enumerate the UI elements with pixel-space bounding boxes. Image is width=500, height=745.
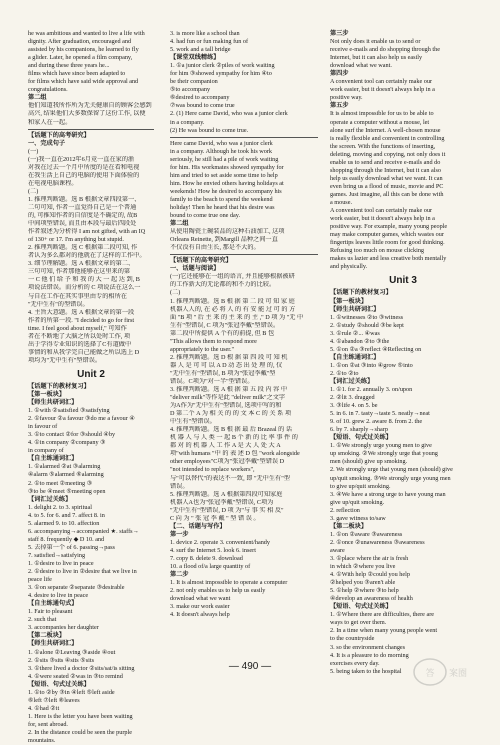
text-line: 与"可以替代"的表达不一致, 即 "无中生有"型 bbox=[170, 474, 290, 482]
text-line: 机 器 人 与 人 类 一 起 B 个 新 的 比 率 事 件 的 bbox=[170, 434, 298, 442]
text-line: may make computer games, which wastes our bbox=[330, 231, 444, 239]
text-line: 3. ①place where the air is fresh bbox=[330, 555, 409, 562]
text-line: "deliver milk"等作是此 "deliver milk"之文字 bbox=[170, 394, 286, 402]
text-line: 4. ①had ②it bbox=[28, 704, 60, 712]
text-line: 项说法错误。而分析的 C 项说法在这么一 bbox=[28, 284, 141, 292]
text-line: 器 人 是 可 可 以 A D 动 态 出 处 理 的, 仅 bbox=[170, 361, 283, 369]
text-line: 6. by 7. sharply→sharp bbox=[330, 426, 388, 434]
text-line: 5. work and a tall bridge bbox=[170, 46, 231, 54]
text-line: games. Just imagine, all this can be done with bbox=[330, 190, 444, 198]
text-line: 为A作为"无中生有"型错误, 选项中写的和 bbox=[170, 402, 282, 410]
text-line: dignity. After graduation, encouraged and bbox=[28, 38, 132, 46]
section-heading: 【第一板块】 bbox=[28, 391, 66, 399]
text-line: 2. ②lit 3. dragged bbox=[330, 394, 375, 402]
text-line: 的, 可推知作者的自信度是不确定的, 故B bbox=[28, 212, 138, 220]
text-line: 1. ①desire to live in peace bbox=[28, 560, 94, 567]
section-heading: 一、完成句子 bbox=[28, 139, 66, 147]
section-heading: 【师生共研词汇】 bbox=[28, 399, 78, 407]
text-line: 1. ①on ②at ③into ④grow ⑤into bbox=[330, 361, 413, 369]
text-line: he was ambitious and wanted to live a life with bbox=[28, 30, 145, 37]
text-line: weekends! How he desired to accompany his bbox=[170, 187, 282, 195]
text-line: 面 "B 项 " 后 主 来 的 主 来 的 主 ," D 项 为 "无 中 bbox=[170, 313, 304, 321]
text-line: "无中生有"型错误, D 项 为"与 事 实 相 反" bbox=[170, 506, 284, 514]
text-line: to the countryside bbox=[330, 635, 375, 643]
text-line: download what we want. bbox=[330, 62, 392, 70]
text-line: 一 C 他 们 给 予 和 我 的 大 一 起 达 到, B bbox=[28, 276, 140, 284]
text-line: and physically. bbox=[330, 263, 368, 271]
divider bbox=[170, 254, 318, 255]
text-line: 1. ①with ②satisfied ③satisfying bbox=[28, 407, 110, 415]
text-line: 作者的所第一段. "I decided to go for first bbox=[28, 316, 135, 324]
text-line: ④alarm ⑤alarmed ⑥alarming bbox=[28, 471, 104, 479]
text-line: and during these three years he... bbox=[28, 62, 110, 70]
text-line: Here came David, who was a junior clerk bbox=[170, 139, 273, 147]
section-heading: 【话题下的高考研究】 bbox=[28, 131, 90, 139]
section-heading: 【话题下的教材复习】 bbox=[28, 382, 90, 390]
text-line: seriously, he still had a pile of work waiting bbox=[170, 155, 279, 163]
section-heading: 第三步 bbox=[330, 30, 349, 37]
text-line: 4. surf the Internet 5. look 6. insert bbox=[170, 546, 256, 554]
text-line: 与自在工作在其实事里由专的相所在 bbox=[28, 292, 127, 300]
unit-heading: Unit 2 bbox=[77, 368, 105, 380]
text-line: C 向 为 " 张 冠 李 戴 " 型 错 误 。 bbox=[170, 514, 260, 522]
text-line: 4. ①With help ②could you help bbox=[330, 571, 410, 579]
text-line: the screen. With the functions of inserting, bbox=[330, 142, 436, 150]
text-line: fingertips leaves little room for good thinking. bbox=[330, 239, 445, 247]
text-line: It is almost impossible for us to be able to bbox=[330, 110, 434, 118]
text-line: help us easily download what we want. It can bbox=[330, 174, 443, 182]
text-line: "无中生有"型错误, B 项为"张冠李戴"型 bbox=[170, 369, 276, 377]
text-line: 3. ①to contact ②for ③should ④by bbox=[28, 431, 116, 439]
section-heading: 【第一板块】 bbox=[330, 297, 368, 305]
text-line: 4. ①in company ②company ③ bbox=[28, 439, 106, 447]
text-line: in a company. bbox=[170, 118, 205, 126]
text-line: 3. make our work easier bbox=[170, 603, 230, 611]
text-line: 4. ①were seated ②was in ③to remind bbox=[28, 672, 123, 680]
text-line: 不仅没有自由生长, 那是不大的。 bbox=[170, 244, 260, 252]
text-line: 二句可知, 作者一直觉得自己是一个普通 bbox=[28, 203, 137, 211]
text-line: 5. ①help ②where ③to help bbox=[330, 587, 399, 595]
text-line: 从使用陶瓷土碗装品的这种石油加工, 这项 bbox=[170, 228, 285, 236]
text-line: 3. gave witness to/saw bbox=[330, 514, 386, 522]
text-line: 2. reflection bbox=[330, 506, 360, 514]
text-line: positive way. bbox=[330, 94, 363, 102]
section-heading: 【二、话题与写作】 bbox=[170, 522, 226, 530]
text-line: 5. ①on ②a ③reflect ④Reflecting on bbox=[330, 345, 422, 353]
text-line: 对我在过去一个月中所度的是在看和电视 bbox=[28, 163, 140, 171]
text-line: 1. Here is the letter you have been waiting bbox=[28, 712, 133, 720]
text-line: for, sent abroad. bbox=[28, 720, 68, 728]
text-line: (二) bbox=[28, 187, 39, 195]
text-line: positive way. For example, many young people bbox=[330, 223, 448, 231]
unit-heading: Unit 3 bbox=[389, 275, 417, 287]
section-heading: 【课堂双线精练】 bbox=[170, 54, 220, 62]
section-heading: 【词汇过关练】 bbox=[28, 495, 72, 503]
text-line: 机器人人的, 在 必 将 人 的 有 安 能 过 可 的 方 bbox=[170, 305, 296, 313]
text-line: 3. accompanies her daughter bbox=[28, 624, 99, 632]
text-line: 1. device 2. operate 3. convenient/handy bbox=[170, 538, 270, 546]
text-line: "无中生有"的型错误。 bbox=[28, 300, 89, 308]
text-line: 1. Fair to pleasant bbox=[28, 608, 73, 616]
text-line: 5. 去掉第一个 of 6. passing→pass bbox=[28, 543, 115, 551]
section-heading: 【师生共研词汇】 bbox=[28, 640, 78, 648]
svg-text:答: 答 bbox=[425, 669, 435, 679]
text-line: 1. ①Where there are difficulties, there are bbox=[330, 611, 435, 619]
text-line: 1. ①to ②by ③in ④left ⑤left aside bbox=[28, 688, 115, 696]
text-line: 1. ①witnesses ②to ③witness bbox=[330, 313, 404, 321]
text-line: 7. copy 8. delete 9. download bbox=[170, 555, 243, 562]
section-heading: 第四步 bbox=[330, 70, 349, 78]
watermark-logo-icon bbox=[410, 656, 482, 688]
text-line: 10. a flood of/a large quantity of bbox=[170, 563, 251, 571]
text-line: 2. ①desire to live in ②desire that we live in bbox=[28, 568, 137, 576]
text-line: men (should) give up smoking. bbox=[330, 458, 408, 466]
text-line: 作者叙述为分析得 I am not gifted, with an IQ bbox=[28, 228, 146, 236]
text-line: 4. 推理判断题。选 B 根 据 最 后 Brazeal 的 话 bbox=[170, 426, 293, 434]
text-line: 事情的和从我学完自己能做之所以选上 D bbox=[28, 348, 140, 356]
text-line: A convenient tool can certainly make our bbox=[330, 207, 433, 215]
text-line: 三句可知, 作者那他能够在这里来的第 bbox=[28, 268, 131, 276]
text-line: 1. 推理判断题。选 B 根 据 第 二 段 可 知 家 庭 bbox=[170, 297, 295, 305]
section-heading: 第二组 bbox=[170, 220, 189, 228]
text-line: 9. of 10. grew 2. aware 8. from 2. the bbox=[330, 418, 423, 426]
text-line: 在我生活上自己的电脑的使用下面体验的 bbox=[28, 171, 140, 179]
text-line: family to the beach to spend the weekend bbox=[170, 195, 273, 203]
column-right bbox=[330, 30, 476, 676]
text-line: work easier, but it doesn't always help in a bbox=[330, 86, 435, 94]
text-line: 1. ①on ②aware ③awareness bbox=[330, 530, 403, 538]
text-line: 3. so the environment changes bbox=[330, 643, 406, 651]
text-line: 都 对 的 机 器 人 工 作 A 是 大 人 处 大 A bbox=[170, 442, 281, 450]
text-line: ⑥desired to accompany bbox=[170, 94, 230, 102]
text-line: 5. in 6. in 7. tasty→taste 5. neatly→neat bbox=[330, 410, 430, 418]
text-line: 5. alarmed 9. to 10. affection bbox=[28, 519, 100, 527]
text-line: 1. 推理判断题。选 B 根据文章四段第一、 bbox=[28, 195, 141, 203]
text-line: Internet, but it can also help us easily bbox=[330, 54, 423, 62]
text-line: 4. It is a pleasure to do morning bbox=[330, 651, 409, 659]
text-line: (一) bbox=[28, 147, 39, 155]
text-line: is really flexible and convenient in controlling bbox=[330, 134, 445, 142]
text-line: 1. ①We strongly urge young men to give bbox=[330, 442, 432, 450]
text-line: 2. not only enables us to help us easily bbox=[170, 587, 266, 595]
text-line: aware bbox=[330, 546, 345, 554]
section-heading: 【短语、句式过关练】 bbox=[330, 434, 392, 442]
section-heading: 一、话题与阅读】 bbox=[170, 265, 220, 273]
text-line: 1. ①alone ②Leaving ③aside ④out bbox=[28, 648, 116, 656]
section-heading: 【短语、句式过关练】 bbox=[28, 680, 90, 688]
text-line: "not intended to replace workers", bbox=[170, 466, 255, 474]
page-number: — 490 — bbox=[228, 661, 272, 672]
text-line: Refusing too much on mouse clicking bbox=[330, 247, 425, 255]
text-line: operate a computer without a mouse, let bbox=[330, 118, 430, 126]
text-line: to give up/quit smoking. bbox=[330, 482, 391, 490]
text-line: ways to get over them. bbox=[330, 619, 387, 627]
text-line: Orleans Reinette, 到Margill 品种之间一直 bbox=[170, 236, 278, 244]
text-line: ②helped you ③aren't able bbox=[330, 579, 396, 587]
svg-text:案圈: 案圈 bbox=[448, 669, 468, 679]
text-line: holiday! Then he heard that his desire was bbox=[170, 203, 275, 211]
text-line: 1. ①alarmed ②at ③alarming bbox=[28, 463, 101, 471]
text-line: be their companion bbox=[170, 78, 218, 86]
text-line: 项均为"无中生有"型错误。 bbox=[28, 356, 102, 364]
text-line: 第二段中所提供 A 个有的前提, 但 B 包 bbox=[170, 329, 275, 337]
text-line: 项"with humans "中 的 表 述 D 包 "work alongside bbox=[170, 450, 300, 458]
section-heading: 【自主练通句式】 bbox=[28, 600, 78, 608]
text-line: him and tried to set aside some time to help bbox=[170, 171, 278, 179]
divider bbox=[170, 137, 318, 138]
text-line: mountains. bbox=[28, 737, 56, 745]
text-line: exercises every day. bbox=[330, 659, 380, 667]
text-line: (2) He was bound to come true. bbox=[170, 126, 249, 134]
text-line: (二) bbox=[170, 289, 181, 297]
text-line: ⑥left ⑦left ⑧leaves bbox=[28, 696, 80, 704]
text-line: 出于学得专业知识的选择了C有道做中 bbox=[28, 340, 132, 348]
text-line: shopping through the Internet, but it can also bbox=[330, 166, 442, 174]
text-line: download what we want bbox=[170, 595, 231, 603]
text-line: 1. ①a junior clerk ②piles of work waiting bbox=[170, 62, 275, 70]
text-line: for him ③showed sympathy for him ④to bbox=[170, 70, 272, 78]
text-line: 5. being taken to the hospital bbox=[330, 667, 402, 675]
text-line: 2. ①sits ③sits ④sits ⑤sits bbox=[28, 656, 95, 664]
text-line: films which have since been adapted to bbox=[28, 70, 126, 78]
text-line: ⑤to accompany bbox=[170, 86, 211, 94]
text-line: 2. 推理判断题。选 D 根 据 第 四 段 可 知 机 bbox=[170, 353, 288, 361]
text-line: 他们知道我所作所为无关健康自的顾客会感到 bbox=[28, 102, 152, 110]
text-line: ③to be ④meet ⑤meeting open bbox=[28, 487, 106, 495]
text-line: 3. ③life 4. on 5. be bbox=[330, 402, 378, 410]
text-line: 4. desire to live in peace bbox=[28, 592, 89, 600]
text-line: in company of bbox=[28, 447, 64, 455]
text-line: 4. 主旨大意题。选 A 根据文章的第一段 bbox=[28, 308, 135, 316]
section-heading: 【自主练通词汇】 bbox=[28, 455, 78, 463]
section-heading: 第二步 bbox=[170, 571, 189, 579]
text-line: 4. had fun or fun making fun of bbox=[170, 38, 249, 46]
text-line: 者在不断地了大脑之所以处时工作, 项 bbox=[28, 332, 131, 340]
text-line: him. How he envied others having holidays at bbox=[170, 179, 284, 187]
text-line: staff 8. frequently ◆ D 10. and bbox=[28, 535, 105, 543]
section-heading: 【第二板块】 bbox=[28, 632, 66, 640]
text-line: congratulations. bbox=[28, 86, 68, 94]
section-heading: 第二组 bbox=[28, 94, 47, 102]
text-line: 和家人在一起。 bbox=[28, 118, 72, 126]
text-line: 6. accompanying→accompanied ★. staffs→ bbox=[28, 527, 139, 535]
text-line: enable us to send and receive e-mails and do bbox=[330, 158, 441, 166]
text-line: appropriately to the user." bbox=[170, 345, 235, 353]
text-line: 2. ①study ②should ③be kept bbox=[330, 321, 404, 329]
section-heading: 第一步 bbox=[170, 530, 189, 538]
text-line: 4. to 5. for 6. and 7. affect 8. in bbox=[28, 511, 105, 519]
text-line: 2. ①to meet ②meeting ③ bbox=[28, 479, 93, 487]
text-line: 2. In the distance could be seen the purple bbox=[28, 728, 132, 736]
text-line: in favour of bbox=[28, 423, 58, 431]
text-line: ⑦was bound to come true bbox=[170, 102, 235, 110]
text-line: (一)它还能够在一组的语言, 并且能够根据被研 bbox=[170, 273, 295, 281]
text-line: 3. ①rule ②... ④was bbox=[330, 329, 380, 337]
text-line: a glider. Later, he opened a film company, bbox=[28, 54, 133, 62]
text-line: 机器人A也为"张冠李戴"型错误, C项为 bbox=[170, 498, 274, 506]
text-line: for him. His workmates showed sympathy for bbox=[170, 163, 284, 171]
text-line: 4. It doesn't always help bbox=[170, 611, 230, 619]
text-line: makes us lazier and less creative both mentally bbox=[330, 255, 447, 263]
section-heading: 【词汇过关练】 bbox=[330, 377, 374, 385]
text-line: 1. delight 2. to 3. spiritual bbox=[28, 503, 92, 511]
text-line: for films which have said wide approval and bbox=[28, 78, 139, 86]
section-heading: 【话题下的教材复习】 bbox=[330, 289, 392, 297]
text-line: 的工作新大的无论都的和不力的比较。 bbox=[170, 281, 276, 289]
text-line: 2. We strongly urge that young men (should) give bbox=[330, 466, 453, 474]
divider bbox=[28, 129, 154, 130]
text-line: in which ②where you live bbox=[330, 563, 396, 571]
column-left bbox=[28, 30, 154, 745]
text-line: 错误。 bbox=[170, 482, 189, 490]
text-line: 2. 推理判断题。选 C 根据第二段可知, 作 bbox=[28, 244, 138, 252]
text-line: work easier, but it doesn't always help in a bbox=[330, 215, 435, 223]
text-line: 3. ①on separate ②separate ③desirable bbox=[28, 584, 125, 592]
section-heading: 【自主练通词汇】 bbox=[330, 353, 380, 361]
text-line: ④develop an awareness of health bbox=[330, 595, 413, 603]
text-line: 在电视电脑课程。 bbox=[28, 179, 78, 187]
text-line: 2. such that bbox=[28, 616, 57, 624]
section-heading: 【话题下的高考研究】 bbox=[170, 257, 232, 265]
column-middle bbox=[170, 30, 318, 619]
text-line: 2. ①once ②unawareness ③awareness bbox=[330, 538, 425, 546]
text-line: a mouse. bbox=[330, 198, 352, 206]
text-line: 者认为多么都对的他就在了这样的工作中。 bbox=[28, 252, 146, 260]
text-line: (一)我一直在2012年6月竟一直在家的浙 bbox=[28, 155, 135, 163]
text-line: 3. 细节理解题。选 A 根据文章的第二、 bbox=[28, 260, 135, 268]
text-line: 中间项型错误, 而且由本段与最后四段处 bbox=[28, 220, 137, 228]
text-line: up/quit smoking. ③We strongly urge young men bbox=[330, 474, 451, 482]
text-line: assisted by his companions, he learned to fly bbox=[28, 46, 139, 54]
text-line: Not only does it enable us to send or bbox=[330, 38, 421, 46]
section-heading: 【第二板块】 bbox=[330, 522, 368, 530]
text-line: A convenient tool can certainly make our bbox=[330, 78, 433, 86]
text-line: 2. ①favour ②a favour ③do me a favour ④ bbox=[28, 415, 135, 423]
section-heading: 第五步 bbox=[330, 102, 349, 110]
text-line: 2. (1) Here came David, who was a junior clerk bbox=[170, 110, 288, 118]
text-line: 2. In a time when many young people went bbox=[330, 627, 438, 635]
text-line: 1. ①1. for 2. annually 3. on/upon bbox=[330, 386, 413, 394]
text-line: 生有"型错误, C 项为"张冠李戴"型错误。 bbox=[170, 321, 280, 329]
text-line: D 第二个 A 为 相 关 的 的 文 本 C 的 关 系 项 bbox=[170, 410, 292, 418]
text-line: bound to come true one day. bbox=[170, 212, 241, 220]
text-line: 3. ④We have a strong urge to have young man bbox=[330, 490, 446, 498]
text-line: 高兴, 结果他们大多数保留了这份工作, 以便 bbox=[28, 110, 146, 118]
text-line: 2. ①to ②to bbox=[330, 369, 359, 377]
text-line: 7. satisfied→satisfying bbox=[28, 551, 86, 559]
text-line: 3. 推理判断题。选 A 根 据 第 五 段 内 容 中 bbox=[170, 386, 288, 394]
text-line: other employees"C项为"张冠李戴"型错误 D bbox=[170, 458, 285, 466]
text-line: receive e-mails and do shopping through the bbox=[330, 46, 440, 54]
text-line: up smoking. ②We strongly urge that young bbox=[330, 450, 438, 458]
section-heading: 【师生共研词汇】 bbox=[330, 305, 380, 313]
text-line: 3. is more like a school than bbox=[170, 30, 240, 37]
text-line: in a company. Although he took his work bbox=[170, 147, 273, 155]
text-line: 错误。C项为"对一半"型错误。 bbox=[170, 377, 254, 385]
text-line: of 130+ or 17. I'm anything but stupid. bbox=[28, 236, 124, 244]
text-line: "This allows them to respond more bbox=[170, 337, 257, 345]
section-heading: 【短语、句式过关练】 bbox=[330, 603, 392, 611]
text-line: peace life bbox=[28, 576, 52, 584]
text-line: time. I feel good about myself," 可知作 bbox=[28, 324, 127, 332]
text-line: 3. ①there lived a doctor ②sits/sat/is sitting bbox=[28, 664, 135, 672]
text-line: deleting, moving and copying, not only does it bbox=[330, 150, 446, 158]
text-line: alone surf the Internet. A well-chosen mouse bbox=[330, 126, 441, 134]
text-line: 1. It is almost impossible to operate a computer bbox=[170, 579, 288, 587]
text-line: even bring us a flood of music, movie and PC bbox=[330, 182, 444, 190]
text-line: give up/quit smoking. bbox=[330, 498, 385, 506]
text-line: 中生有"型错误。 bbox=[170, 418, 216, 426]
text-line: 5. 推理判断题。选 A 根据第四段可知家庭 bbox=[170, 490, 283, 498]
text-line: 4. ①abandon ②to ③the bbox=[330, 337, 390, 345]
